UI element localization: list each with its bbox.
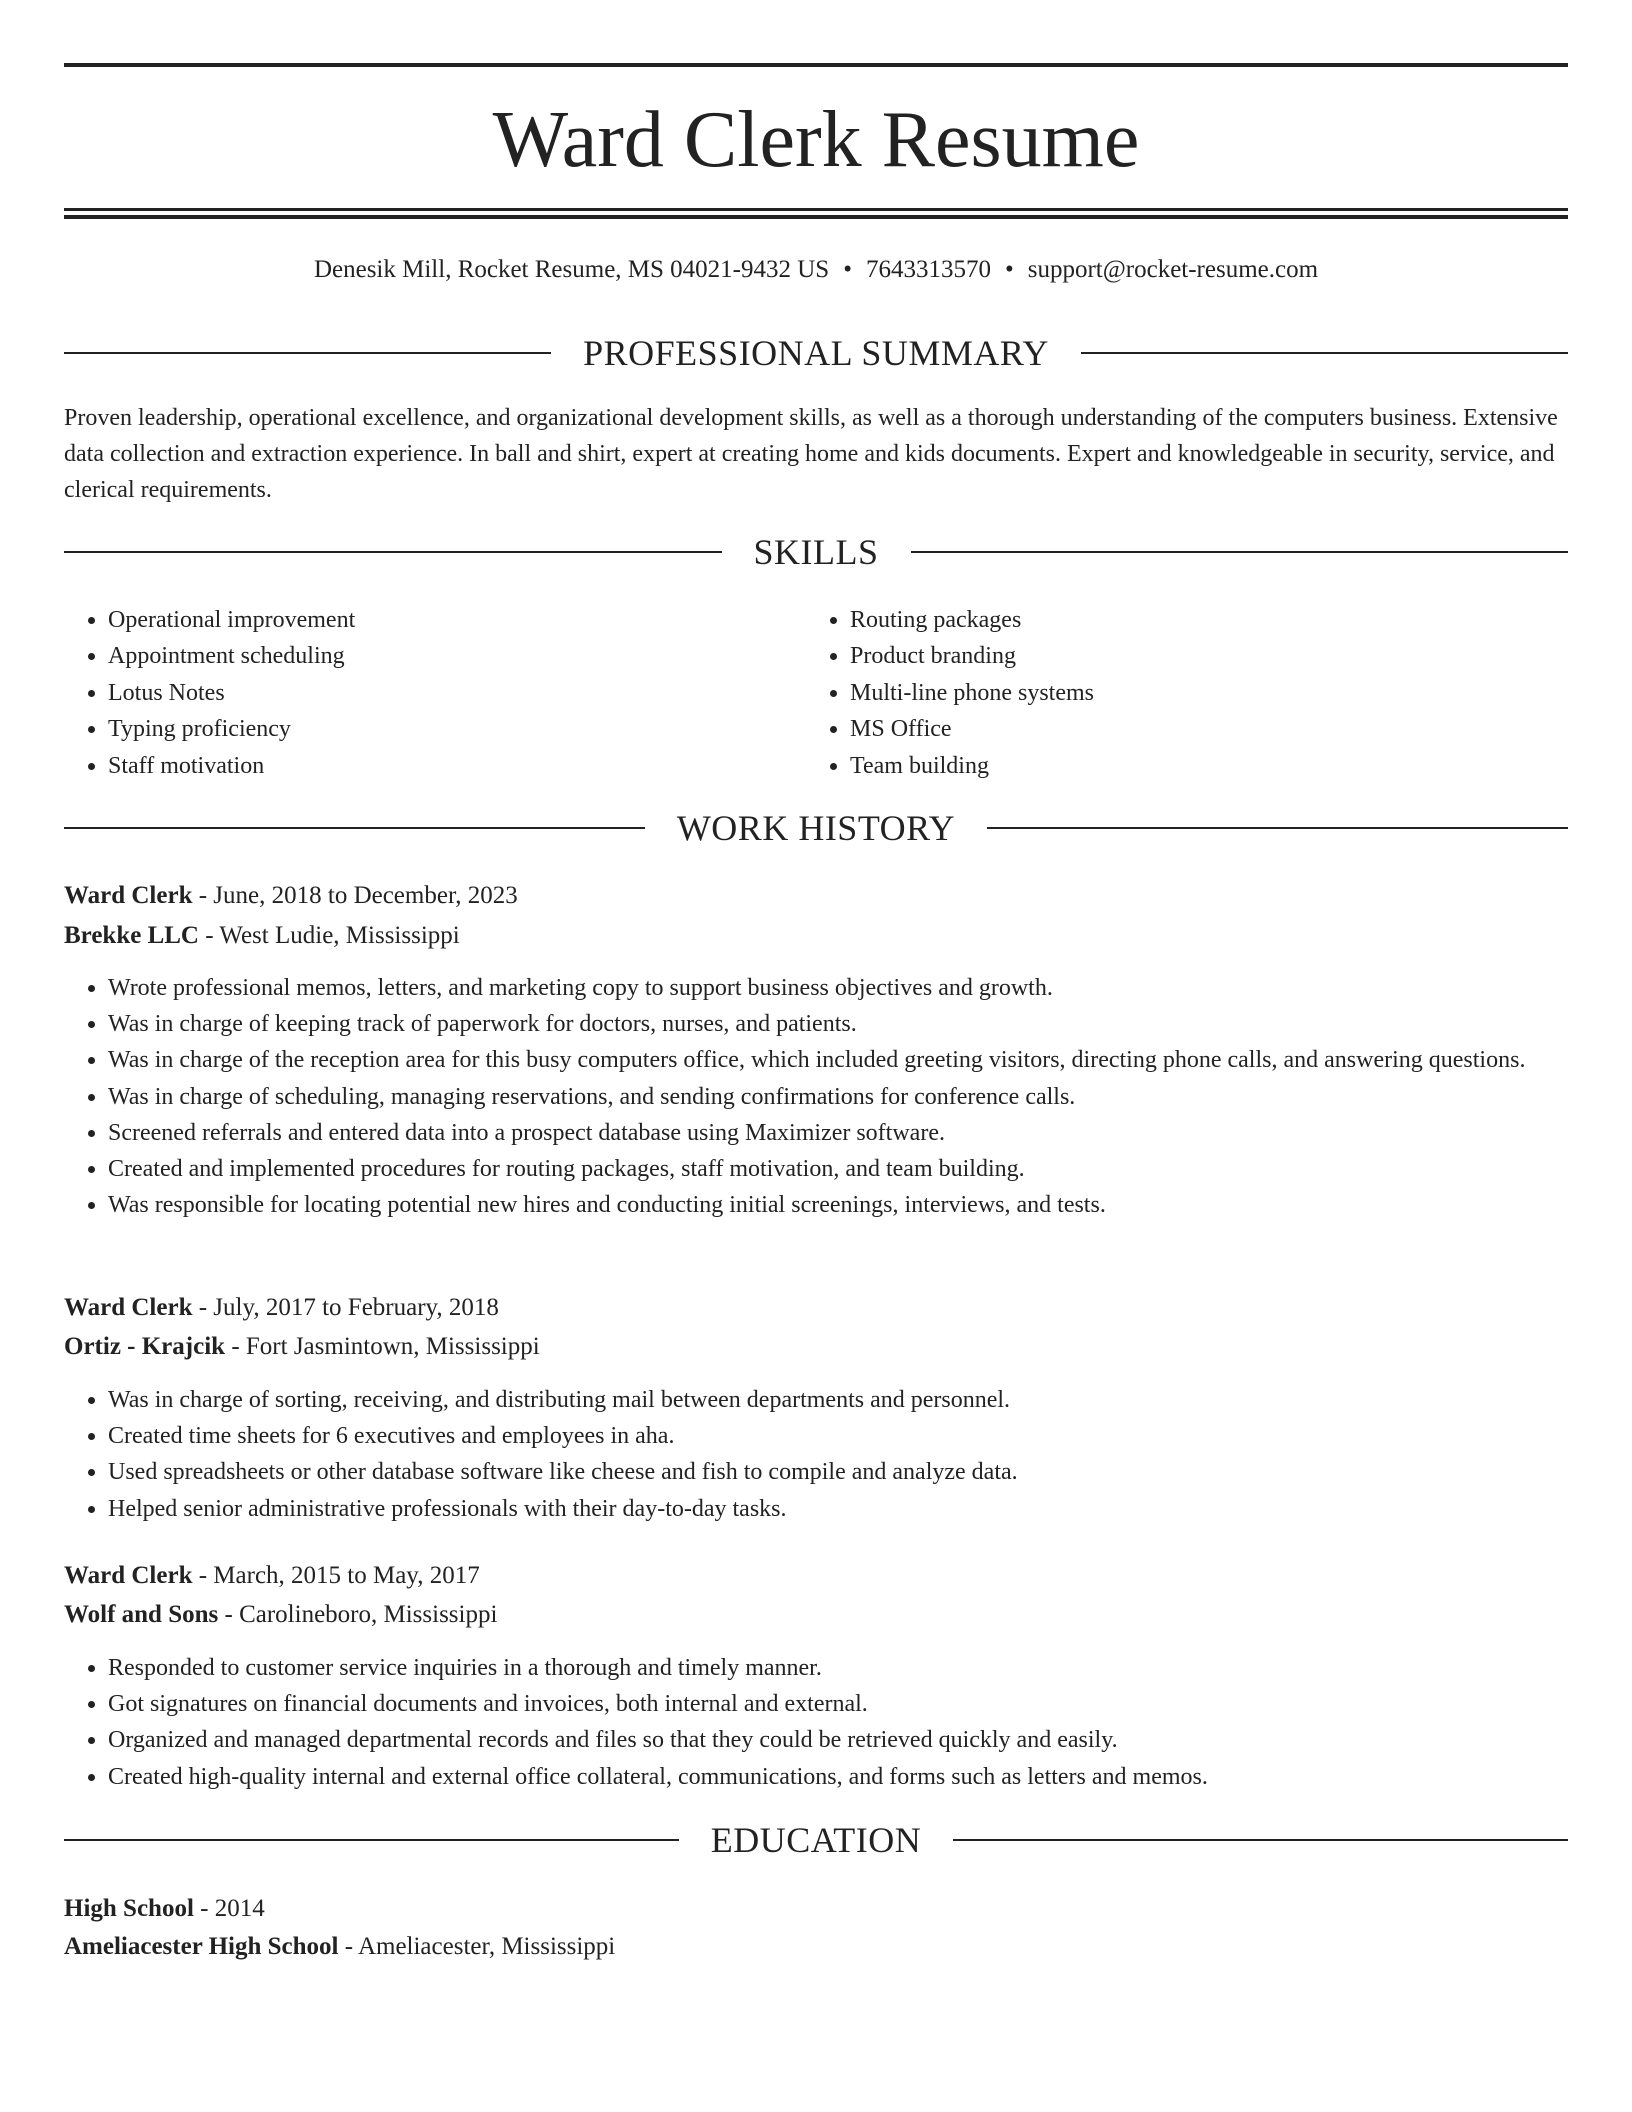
skills-list-right xyxy=(806,602,1094,784)
skill-item: • Staff motivation xyxy=(108,748,355,784)
duty-item: • Was in charge of keeping track of paperwork for doctors, nurses, and patients. xyxy=(108,1006,1568,1042)
page-title: Ward Clerk Resume xyxy=(492,96,1140,184)
education-year: - 2014 xyxy=(193,1895,265,1922)
heading-rule-left xyxy=(64,827,645,829)
contact-separator: • xyxy=(843,256,852,283)
contact-address: Denesik Mill, Rocket Resume, MS 04021-9432 US xyxy=(313,256,830,283)
heading-rule-right xyxy=(1081,352,1568,354)
job-title: Ward Clerk xyxy=(64,882,193,909)
duty-item: • Was in charge of the reception area for this busy computers office, which included greeting visitors, directing phone calls, and answering questions. xyxy=(108,1042,1568,1078)
section-heading-work-history xyxy=(64,806,1568,850)
skill-item: • Appointment scheduling xyxy=(108,638,355,674)
section-heading-summary xyxy=(64,331,1568,375)
duty-item: • Used spreadsheets or other database software like cheese and fish to compile and analyze data. xyxy=(108,1454,1568,1490)
job-duties-list xyxy=(64,1382,1568,1527)
education-degree: High School xyxy=(64,1895,194,1922)
duty-item: • Wrote professional memos, letters, and marketing copy to support business objectives and growth. xyxy=(108,970,1568,1006)
education-location: - Ameliacester, Mississippi xyxy=(338,1933,616,1960)
job-location: - West Ludie, Mississippi xyxy=(198,922,460,949)
job-company-line xyxy=(64,1597,1568,1633)
job-title-line xyxy=(64,878,1568,914)
job-duties-list xyxy=(64,970,1568,1223)
heading-rule-right xyxy=(911,551,1569,553)
duty-item: • Organized and managed departmental records and files so that they could be retrieved quickly and easily. xyxy=(108,1722,1568,1758)
section-title: WORK HISTORY xyxy=(676,808,956,848)
duty-item: • Was responsible for locating potential new hires and conducting initial screenings, interviews, and tests. xyxy=(108,1187,1568,1223)
job-company: Wolf and Sons xyxy=(64,1601,219,1628)
job-title: Ward Clerk xyxy=(64,1562,193,1589)
section-title: SKILLS xyxy=(753,532,879,572)
heading-rule-left xyxy=(64,1839,679,1841)
contact-phone[interactable]: 7643313570 xyxy=(865,256,991,283)
job-title-line xyxy=(64,1558,1568,1594)
heading-rule-left xyxy=(64,352,551,354)
section-heading-education xyxy=(64,1818,1568,1862)
contact-separator: • xyxy=(1004,256,1014,283)
heading-rule-right xyxy=(953,1839,1568,1841)
job-dates: - June, 2018 to December, 2023 xyxy=(192,882,518,909)
duty-item: • Created and implemented procedures for routing packages, staff motivation, and team building. xyxy=(108,1151,1568,1187)
job-location: - Fort Jasmintown, Mississippi xyxy=(225,1333,540,1360)
duty-item: • Created time sheets for 6 executives and employees in aha. xyxy=(108,1418,1568,1454)
duty-item: • Screened referrals and entered data into a prospect database using Maximizer software. xyxy=(108,1115,1568,1151)
heading-rule-left xyxy=(64,551,722,553)
section-title: PROFESSIONAL SUMMARY xyxy=(583,333,1049,373)
job-title: Ward Clerk xyxy=(64,1294,193,1321)
education-degree-line xyxy=(64,1891,1568,1927)
duty-item: • Was in charge of scheduling, managing reservations, and sending confirmations for conference calls. xyxy=(108,1079,1568,1115)
job-duties-list xyxy=(64,1650,1568,1795)
heading-rule-right xyxy=(987,827,1568,829)
duty-item: • Got signatures on financial documents and invoices, both internal and external. xyxy=(108,1686,1568,1722)
duty-item: • Was in charge of sorting, receiving, and distributing mail between departments and personnel. xyxy=(108,1382,1568,1418)
duty-item: • Helped senior administrative professionals with their day-to-day tasks. xyxy=(108,1491,1568,1527)
duty-item: • Created high-quality internal and external office collateral, communications, and forms such as letters and memos. xyxy=(108,1759,1568,1795)
job-company-line xyxy=(64,918,1568,954)
summary-text: Proven leadership, operational excellence, and organizational development skills, as well as a thorough understanding of the computers business. Extensive data collection and extraction experience. In ball and shirt, expert at creating home and kids documents. Expert and knowledgeable in security, service, and clerical requirements. xyxy=(64,405,1558,503)
job-dates: - March, 2015 to May, 2017 xyxy=(192,1562,480,1589)
skill-item: • Routing packages xyxy=(850,602,1094,638)
skill-item: • Team building xyxy=(850,748,1094,784)
contact-line xyxy=(64,254,1568,286)
top-rule xyxy=(64,63,1568,67)
section-title: EDUCATION xyxy=(710,1820,922,1860)
contact-email[interactable]: support@rocket-resume.com xyxy=(1027,256,1319,283)
section-heading-skills xyxy=(64,530,1568,574)
job-dates: - July, 2017 to February, 2018 xyxy=(192,1294,499,1321)
education-school-line xyxy=(64,1929,1568,1965)
skill-item: • Lotus Notes xyxy=(108,675,355,711)
education-school: Ameliacester High School xyxy=(64,1933,339,1960)
skill-item: • Multi-line phone systems xyxy=(850,675,1094,711)
job-location: - Carolineboro, Mississippi xyxy=(218,1601,498,1628)
duty-item: • Responded to customer service inquiries in a thorough and timely manner. xyxy=(108,1650,1568,1686)
job-title-line xyxy=(64,1290,1568,1326)
skill-item: • MS Office xyxy=(850,711,1094,747)
skill-item: • Operational improvement xyxy=(108,602,355,638)
job-company: Brekke LLC xyxy=(64,922,199,949)
job-company: Ortiz - Krajcik xyxy=(64,1333,226,1360)
skill-item: • Typing proficiency xyxy=(108,711,355,747)
title-double-rule xyxy=(64,208,1568,219)
skills-list-left xyxy=(64,602,355,784)
job-company-line xyxy=(64,1329,1568,1365)
skill-item: • Product branding xyxy=(850,638,1094,674)
